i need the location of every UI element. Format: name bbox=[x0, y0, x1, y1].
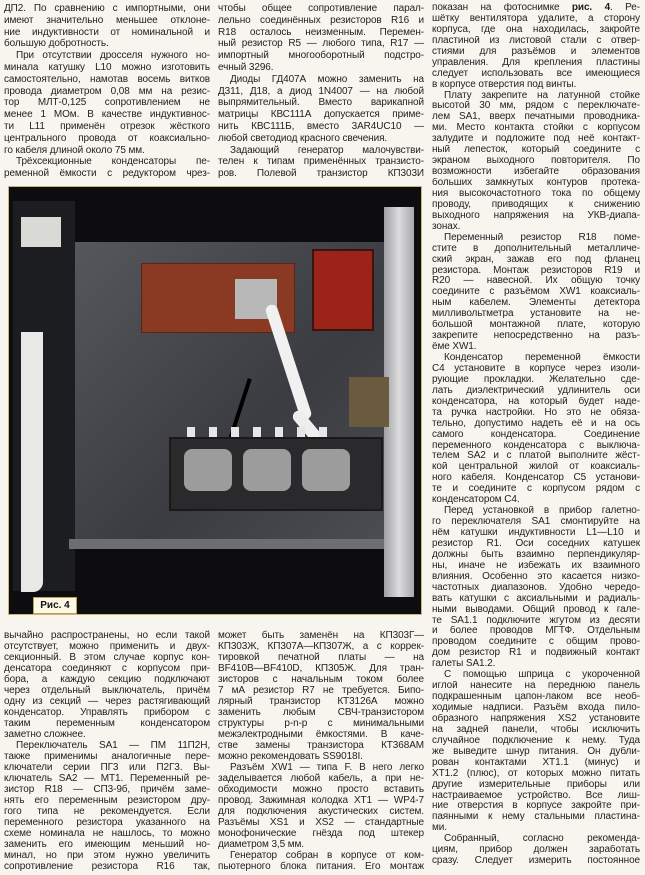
text-line: управления. Для крепления пластины bbox=[432, 57, 640, 68]
text-line: тельно, допустимо надеть её и на ось bbox=[432, 418, 640, 429]
text-line: нём катушки индуктивности L1—L10 и bbox=[432, 528, 640, 538]
text-column-top-left bbox=[4, 3, 210, 180]
text-line: зисторов с начальным током более bbox=[218, 674, 424, 685]
text-line: стве замены транзистора КТ368АМ bbox=[218, 740, 424, 751]
text-line: больших замкнутых контуров протека- bbox=[432, 178, 640, 188]
text-line: Трёхсекционные конденсаторы пе- bbox=[16, 156, 210, 168]
text-line: должны быть взаимно перпендикуляр- bbox=[432, 549, 640, 560]
figure-caption: Рис. 4 bbox=[33, 597, 77, 614]
text-line: рующие прокладки. Желательно сде- bbox=[432, 374, 640, 385]
text-line: одну из секций — через растягивающий bbox=[4, 696, 210, 707]
text-line: настраиваемое устройство. Все лиш- bbox=[432, 790, 640, 801]
text-line: импортный многооборотный подстро- bbox=[218, 50, 424, 62]
text-line: рован контактами XT1.1 (минус) и bbox=[432, 757, 640, 768]
text-line: те и соедините с корпусом рядом с bbox=[432, 484, 640, 495]
text-line: провода диаметром 0,08 мм на резис- bbox=[4, 85, 210, 97]
text-line: ти L11 применён отрезок жёсткого bbox=[4, 120, 210, 132]
text-line: циям, прибор должен заработать bbox=[432, 845, 640, 856]
text-line: стите в дополнительный металличе- bbox=[432, 243, 640, 254]
text-line: другие измерительные приборы или bbox=[432, 779, 640, 790]
text-line: ечный 3296. bbox=[218, 61, 274, 73]
text-line: конденсатор. Управлять прибором с bbox=[4, 707, 210, 718]
text-line: проводом соедините с общим прово- bbox=[432, 637, 640, 648]
text-line: провод. Зажимная колодка XT1 — WP4-7 bbox=[218, 795, 424, 806]
text-line: зистор R18 — СП3-9б, причём заме- bbox=[4, 784, 210, 795]
text-line: частотных диапазонов. Удобно чередо- bbox=[432, 582, 640, 593]
text-line: через отдельный выключатель, причём bbox=[4, 685, 210, 696]
text-line: Переменный резистор R18 поме- bbox=[444, 232, 640, 243]
text-line: ного кабеля. Конденсатор C5 установи- bbox=[432, 473, 640, 484]
capacitor-section-3 bbox=[302, 449, 350, 491]
text-line: выходного напряжения на УКВ-диапа- bbox=[432, 210, 640, 221]
text-line: иглой нанесите на переднюю панель bbox=[432, 681, 640, 692]
red-board bbox=[312, 249, 374, 331]
text-line: ния высокочастотного тока по общему bbox=[432, 188, 640, 199]
capacitor-terminals bbox=[187, 427, 337, 437]
text-line: го переключателя SA1 смонтируйте на bbox=[432, 517, 640, 528]
paragraph bbox=[218, 630, 424, 762]
text-line: заметно сложнее. bbox=[4, 729, 86, 740]
text-line: схеме номинала не нашлось, то можно bbox=[4, 828, 210, 839]
text-line: денсатора соединяют с корпусом при- bbox=[4, 663, 210, 674]
text-line: Генератор собран в корпусе от ком- bbox=[230, 850, 424, 861]
text-line: 7 мА резистор R7 не требуется. Бипо- bbox=[218, 685, 424, 696]
text-line: Собранный, согласно рекоменда- bbox=[444, 834, 640, 845]
text-line: кой центральной жилой от коаксиаль- bbox=[432, 462, 640, 473]
text-line: дом резистор R1 и подвижный контакт bbox=[432, 648, 640, 659]
paragraph bbox=[4, 740, 210, 872]
text-line: соедините с разъёмом XW1 коаксиаль- bbox=[432, 287, 640, 298]
text-line: также применимы аналогичные пере- bbox=[4, 751, 210, 762]
text-line: образного напряжения XS2 установите bbox=[432, 713, 640, 724]
text-line: те SA1.1 подключите жгутом из десяти bbox=[432, 615, 640, 626]
text-line: Д311, Д18, а диод 1N4007 — на любой bbox=[218, 85, 424, 97]
text-line: тор МЛТ-0,125 сопротивлением не bbox=[4, 97, 210, 109]
text-line: телем SA2 и с платой выполните жёст- bbox=[432, 451, 640, 462]
paragraph bbox=[4, 50, 210, 156]
text-line: лельно соединённых резисторов R16 и bbox=[218, 14, 424, 26]
text-line: закрепите непосредственно на разъ- bbox=[432, 331, 640, 342]
paragraph bbox=[4, 630, 210, 740]
text-line: обходимости можно просто вставить bbox=[218, 784, 424, 795]
text-line: гого типа не рекомендуется. Если bbox=[4, 806, 210, 817]
text-line: показан на фотоснимке рис. 4. Ре- bbox=[432, 3, 640, 13]
text-line: секционный. В этом случае корпус кон- bbox=[4, 652, 210, 663]
text-line: самостоятельно, намотав восемь витков bbox=[4, 73, 210, 85]
text-line: резистора. Монтаж резисторов R19 и bbox=[432, 265, 640, 276]
text-line: ми. Место контакта стойки с корпусом bbox=[432, 123, 640, 134]
text-line: любой светодиод красного свечения. bbox=[218, 132, 388, 144]
text-line: лать диэлектрический удлинитель оси bbox=[432, 385, 640, 396]
text-line: лярный транзистор КТ3126А можно bbox=[218, 696, 424, 707]
text-line: проводу, приводящих к снижению bbox=[432, 199, 640, 210]
chassis-bottom-edge bbox=[69, 539, 389, 549]
text-line: ными выводами. Общий провод к гале- bbox=[432, 604, 640, 615]
text-line: ров. Полевой транзистор КП303И bbox=[218, 168, 424, 180]
text-line: заменить любым СВЧ-транзистором bbox=[218, 707, 424, 718]
text-line: ёме XW1. bbox=[432, 342, 477, 353]
text-line: таким переменным конденсатором bbox=[4, 718, 210, 729]
text-line: BF410B—BF410D, КП305Ж. Для тран- bbox=[218, 663, 424, 674]
text-line: ключатель SA2 — МТ1. Переменный ре- bbox=[4, 773, 210, 784]
text-line: залудите и подложите под неё контакт- bbox=[432, 134, 640, 145]
text-line: ны, иначе не избежать их взаимного bbox=[432, 560, 640, 571]
text-line: в корпусе отверстия под винты. bbox=[432, 79, 577, 90]
text-line: подкрашенным цапон-лаком все необ- bbox=[432, 692, 640, 703]
text-line: может быть заменён на КП303Г— bbox=[218, 630, 424, 641]
text-line: лем SA1, вверх печатными проводника- bbox=[432, 112, 640, 123]
text-line: пластиной из листовой стали с отвер- bbox=[432, 35, 640, 46]
paragraph bbox=[218, 3, 424, 74]
paragraph bbox=[432, 233, 640, 353]
text-line: телен к типам применённых транзисто- bbox=[218, 156, 424, 168]
text-line: чтобы общее сопротивление парал- bbox=[218, 3, 424, 14]
text-line: центрального провода от коаксиально- bbox=[4, 132, 210, 144]
text-line: Переключатель SA1 — ПМ 11П2Н, bbox=[16, 740, 210, 751]
text-line: ный лепесток, который соедините с bbox=[432, 145, 640, 156]
figure-photo-chassis bbox=[8, 186, 422, 615]
paragraph bbox=[432, 91, 640, 233]
text-line: структуры p-n-p с минимальными bbox=[218, 718, 424, 729]
text-line: При отсутствии дросселя нужного но- bbox=[16, 50, 210, 62]
text-line: на задней панели, чтобы исключить bbox=[432, 724, 640, 735]
text-line: конденсатором C4. bbox=[432, 495, 520, 506]
paragraph bbox=[432, 834, 640, 867]
text-line: Задающий генератор малочувстви- bbox=[230, 144, 424, 156]
text-line: С помощью шприца с укороченной bbox=[444, 670, 640, 681]
text-line: пьютерного блока питания. Его монтаж bbox=[218, 861, 424, 872]
text-line: ми. bbox=[432, 823, 447, 834]
paragraph bbox=[432, 506, 640, 670]
text-line: монофонические гнёзда под штекер bbox=[218, 828, 424, 839]
text-line: паянными к нему стальными пластина- bbox=[432, 812, 640, 823]
left-flap-edge bbox=[21, 332, 43, 592]
text-line: Перед установкой в прибор галетно- bbox=[444, 506, 640, 517]
text-line: ходимые надписи. Разъём входа пило- bbox=[432, 703, 640, 713]
text-line: ключатели серии ПГ3 или П2Г3. Вы- bbox=[4, 762, 210, 773]
paragraph bbox=[218, 145, 424, 180]
text-line: самого конденсатора. Соединение bbox=[432, 429, 640, 440]
text-line: резистор R1. Оси соседних катушек bbox=[432, 538, 640, 549]
text-line: КП303Ж, КП307А—КП307Ж, а с коррек- bbox=[218, 641, 424, 652]
text-line: возможности избегайте образования bbox=[432, 167, 640, 178]
figure-reference: рис. 4 bbox=[571, 3, 611, 13]
paragraph bbox=[218, 762, 424, 850]
text-line: имеют значительно меньшее отклоне- bbox=[4, 14, 210, 26]
text-line: менее 1 МОм. В качестве индуктивнос- bbox=[4, 109, 210, 121]
text-line: ДП2. По сравнению с импортными, они bbox=[4, 3, 210, 14]
text-line: Конденсатор переменной ёмкости bbox=[444, 353, 640, 363]
text-line: же выведите шнур питания. Он дубли- bbox=[432, 746, 640, 757]
text-line: вычайно распространены, но если такой bbox=[4, 630, 210, 641]
text-line: ременной ёмкости с редуктором чрез- bbox=[4, 168, 210, 180]
text-line: R18 осталось неизменным. Перемен- bbox=[218, 26, 424, 38]
text-line: милливольтметра установите на не- bbox=[432, 309, 640, 320]
text-line: выпрямительный. Вместо варикапной bbox=[218, 97, 424, 109]
text-line: вать катушки с аксиальными и радиаль- bbox=[432, 593, 640, 604]
text-line: нять его переменным резистором дру- bbox=[4, 795, 210, 806]
text-line: переменного резистора указанного на bbox=[4, 817, 210, 828]
text-column-top-middle bbox=[218, 3, 424, 180]
text-line: ный резистор R5 — любого типа, R17 — bbox=[218, 38, 424, 50]
text-line: Разъёмы XS1 и XS2 — стандартные bbox=[218, 817, 424, 828]
paragraph bbox=[432, 670, 640, 834]
text-line: го кабеля длиной около 75 мм. bbox=[4, 144, 145, 156]
text-line: и более проводов МГТФ. Отдельным bbox=[432, 626, 640, 637]
paragraph bbox=[4, 3, 210, 50]
text-line: большую добротность. bbox=[4, 38, 109, 50]
text-line: ным кабелем. Элементы детектора bbox=[432, 298, 640, 309]
text-line: Диоды ГД407А можно заменить на bbox=[230, 73, 424, 85]
text-line: случайное подключение к нему. Туда bbox=[432, 735, 640, 746]
text-line: та ручка настройки. Но это не обяза- bbox=[432, 407, 640, 418]
text-line: Разъём XW1 — типа F. В него легко bbox=[230, 762, 424, 773]
left-flap-top bbox=[21, 217, 61, 247]
text-line: заделывается любой кабель, а при не- bbox=[218, 773, 424, 784]
text-line: ние отверстия в корпусе закройте при- bbox=[432, 801, 640, 812]
text-line: межэлектродными ёмкостями. В каче- bbox=[218, 729, 424, 740]
text-line: влияния. Особенно это касается низко- bbox=[432, 571, 640, 582]
text-column-bottom-left bbox=[4, 630, 210, 872]
text-line: минал, но при этом нужно увеличить bbox=[4, 850, 210, 861]
text-line: ние индуктивности от номинальной и bbox=[4, 26, 210, 38]
text-line: корпуса, где она находилась, закройте bbox=[432, 24, 640, 35]
text-line: тировкой печатной платы — на bbox=[218, 652, 424, 663]
text-line: сразу. Следует измерить постоянное bbox=[432, 856, 640, 867]
text-line: нить КВС111Б, вместо 3AR4UC10 — bbox=[218, 120, 424, 132]
text-line: матрицы КВС111А допускается приме- bbox=[218, 109, 424, 121]
text-line: экраном выходного повторителя. По bbox=[432, 156, 640, 167]
text-line: минала катушку L10 можно изготовить bbox=[4, 61, 210, 73]
text-line: конденсатора, на который будет наде- bbox=[432, 396, 640, 407]
text-line: зонах. bbox=[432, 221, 461, 232]
capacitor-section-2 bbox=[243, 449, 291, 491]
text-line: R20 — навесной. Их общую точку bbox=[432, 276, 640, 287]
paragraph bbox=[432, 3, 640, 91]
paragraph bbox=[432, 353, 640, 506]
text-line: отсутствует, можно применить и двух- bbox=[4, 641, 210, 652]
transformer bbox=[349, 377, 389, 427]
paragraph bbox=[218, 74, 424, 145]
paragraph bbox=[4, 156, 210, 180]
text-line: следует использовать все имеющиеся bbox=[432, 68, 640, 79]
text-line: диаметром 3,5 мм. bbox=[218, 839, 304, 850]
text-line: заменить его имеющим меньший но- bbox=[4, 839, 210, 850]
text-line: XT1.2 (плюс), от которых можно питать bbox=[432, 768, 640, 779]
text-line: высотой 30 мм, рядом с переключате- bbox=[432, 101, 640, 112]
text-line: ский экран, зажав его под фланец bbox=[432, 254, 640, 265]
text-line: Плату закрепите на латунной стойке bbox=[444, 90, 640, 101]
text-line: переменного конденсатора с выключа- bbox=[432, 440, 640, 451]
text-line: можно рекомендовать SS9018I. bbox=[218, 751, 363, 762]
text-line: стиями для разъёмов и элементов bbox=[432, 46, 640, 57]
text-column-right bbox=[432, 3, 640, 867]
text-line: шётку вентилятора удалите, а сторону bbox=[432, 13, 640, 24]
text-line: C4 установите в корпусе через изоли- bbox=[432, 363, 640, 374]
text-line: большой монтажной плате, которую bbox=[432, 320, 640, 331]
paragraph bbox=[218, 850, 424, 872]
text-line: бора, а каждую секцию подключают bbox=[4, 674, 210, 685]
text-line: галеты SA1.2. bbox=[432, 659, 496, 670]
text-line: сопротивление резистора R16 так, bbox=[4, 861, 210, 872]
text-line: для подключения акустических систем. bbox=[218, 806, 424, 817]
text-column-bottom-middle bbox=[218, 630, 424, 872]
capacitor-section-1 bbox=[184, 449, 232, 491]
